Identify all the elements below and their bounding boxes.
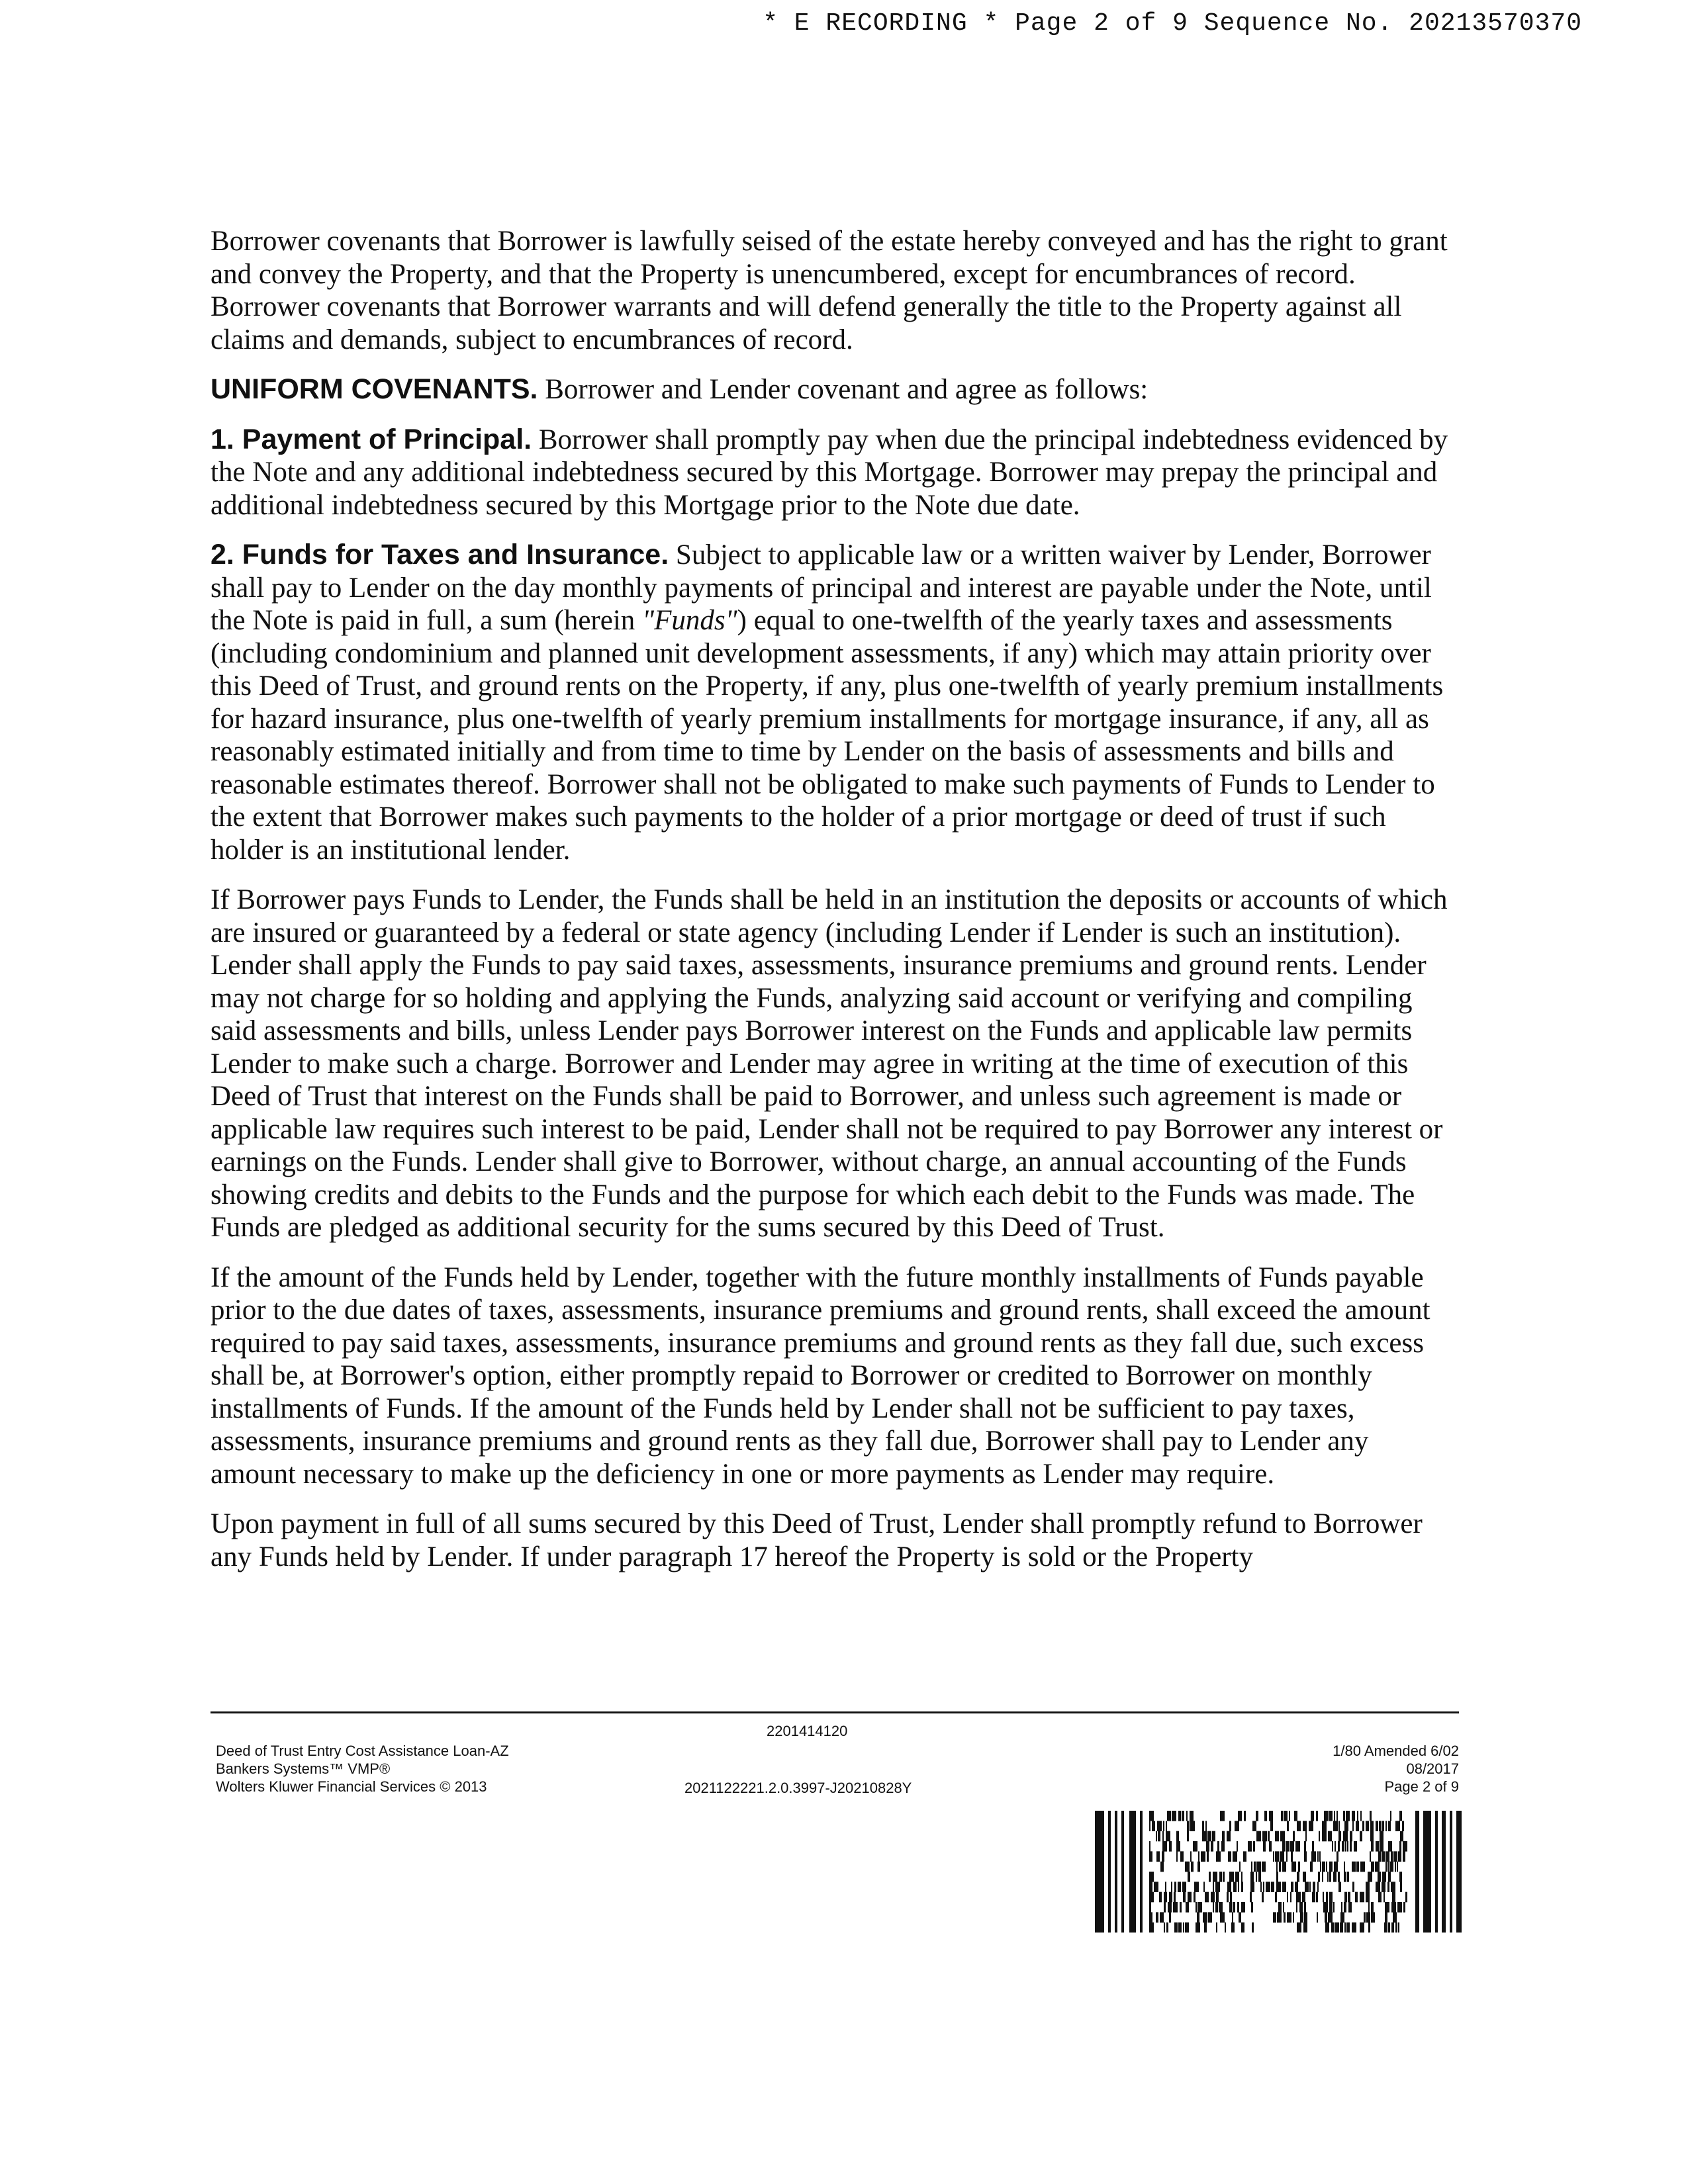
footer-divider: [211, 1711, 1459, 1713]
copyright-line: Wolters Kluwer Financial Services © 2013: [216, 1778, 487, 1795]
recording-header: * E RECORDING * Page 2 of 9 Sequence No. 20213570370: [763, 9, 1582, 38]
refund-paragraph: Upon payment in full of all sums secured by this Deed of Trust, Lender shall promptly refund to Borrower any Funds held by Lender. If under paragraph 17 hereof the Property is sold or the Property: [211, 1508, 1423, 1572]
document-body: [211, 225, 1455, 1590]
form-title: Deed of Trust Entry Cost Assistance Loan-AZ: [216, 1743, 509, 1759]
page-number: Page 2 of 9: [1384, 1778, 1459, 1795]
uniform-covenants-text: Borrower and Lender covenant and agree as follows:: [545, 374, 1149, 405]
section-1-heading: 1. Payment of Principal.: [211, 423, 532, 455]
section-2-heading: 2. Funds for Taxes and Insurance.: [211, 539, 669, 570]
uniform-covenants-paragraph: [211, 373, 1455, 406]
section-2-text-a: Subject to applicable law or a written waiver by Lender, Borrower shall pay to Lender on the day monthly payments of principal and interest are payable under the Note, until the Note is paid in full, a sum (herein: [211, 539, 1432, 636]
footer-form-code: [1333, 1742, 1459, 1796]
funds-held-paragraph: If Borrower pays Funds to Lender, the Funds shall be held in an institution the deposits or accounts of which are insured or guaranteed by a federal or state agency (including Lender if Lender is such an institution). Lender shall apply the Funds to pay said taxes, assessments, insurance premiums and ground rents. Lender may not charge for so holding and applying the Funds, analyzing said account or verifying and compiling said assessments and bills, unless Lender pays Borrower interest on the Funds and applicable law permits Lender to make such a charge. Borrower and Lender may agree in writing at the time of execution of this Deed of Trust that interest on the Funds shall be paid to Borrower, and unless such agreement is made or applicable law requires such interest to be paid, Lender shall not be required to pay Borrower any interest or earnings on the Funds. Lender shall give to Borrower, without charge, an annual accounting of the Funds showing credits and debits to the Funds and the purpose for which each debit to the Funds was made. The Funds are pledged as additional security for the sums secured by this Deed of Trust.: [211, 884, 1448, 1243]
excess-funds-paragraph: If the amount of the Funds held by Lender, together with the future monthly installments of Funds payable prior to the due dates of taxes, assessments, insurance premiums and ground rents, shall exceed the amount required to pay said taxes, assessments, insurance premiums and ground rents as they fall due, such excess shall be, at Borrower's option, either promptly repaid to Borrower or credited to Borrower on monthly installments of Funds. If the amount of the Funds held by Lender shall not be sufficient to pay taxes, assessments, insurance premiums and ground rents as they fall due, Borrower shall pay to Lender any amount necessary to make up the deficiency in one or more payments as Lender may require.: [211, 1261, 1430, 1490]
form-code: 1/80 Amended 6/02: [1333, 1743, 1459, 1759]
covenant-paragraph: Borrower covenants that Borrower is lawfully seised of the estate hereby conveyed and has the right to grant and convey the Property, and that the Property is unencumbered, except for encumbrances of record. Borrower covenants that Borrower warrants and will defend generally the title to the Property against all claims and demands, subject to encumbrances of record.: [211, 226, 1448, 355]
section-2-paragraph: [211, 539, 1455, 866]
software-name: Bankers Systems™ VMP®: [216, 1760, 391, 1777]
form-date: 08/2017: [1406, 1760, 1459, 1777]
pdf417-barcode-icon: [1095, 1811, 1462, 1933]
footer-form-info: [216, 1742, 509, 1796]
funds-term: "Funds": [642, 605, 737, 636]
uniform-covenants-heading: UNIFORM COVENANTS.: [211, 373, 538, 405]
section-1-paragraph: [211, 424, 1455, 522]
document-id: 2021122221.2.0.3997-J20210828Y: [684, 1780, 912, 1796]
loan-number: 2201414120: [767, 1723, 848, 1739]
section-2-text-b: ) equal to one-twelfth of the yearly taxes and assessments (including condominium and planned unit development assessments, if any) which may attain priority over this Deed of Trust, and ground rents on the Property, if any, plus one-twelfth of yearly premium installments for hazard insurance, plus one-twelfth of yearly premium installments for mortgage insurance, if any, all as reasonably estimated initially and from time to time by Lender on the basis of assessments and bills and reasonable estimates thereof. Borrower shall not be obligated to make such payments of Funds to Lender to the extent that Borrower makes such payments to the holder of a prior mortgage or deed of trust if such holder is an institutional lender.: [211, 605, 1444, 866]
section-1-text: Borrower shall promptly pay when due the principal indebtedness evidenced by the Note and any additional indebtedness secured by this Mortgage. Borrower may prepay the principal and additional indebtedness secured by this Mortgage prior to the Note due date.: [211, 424, 1448, 521]
